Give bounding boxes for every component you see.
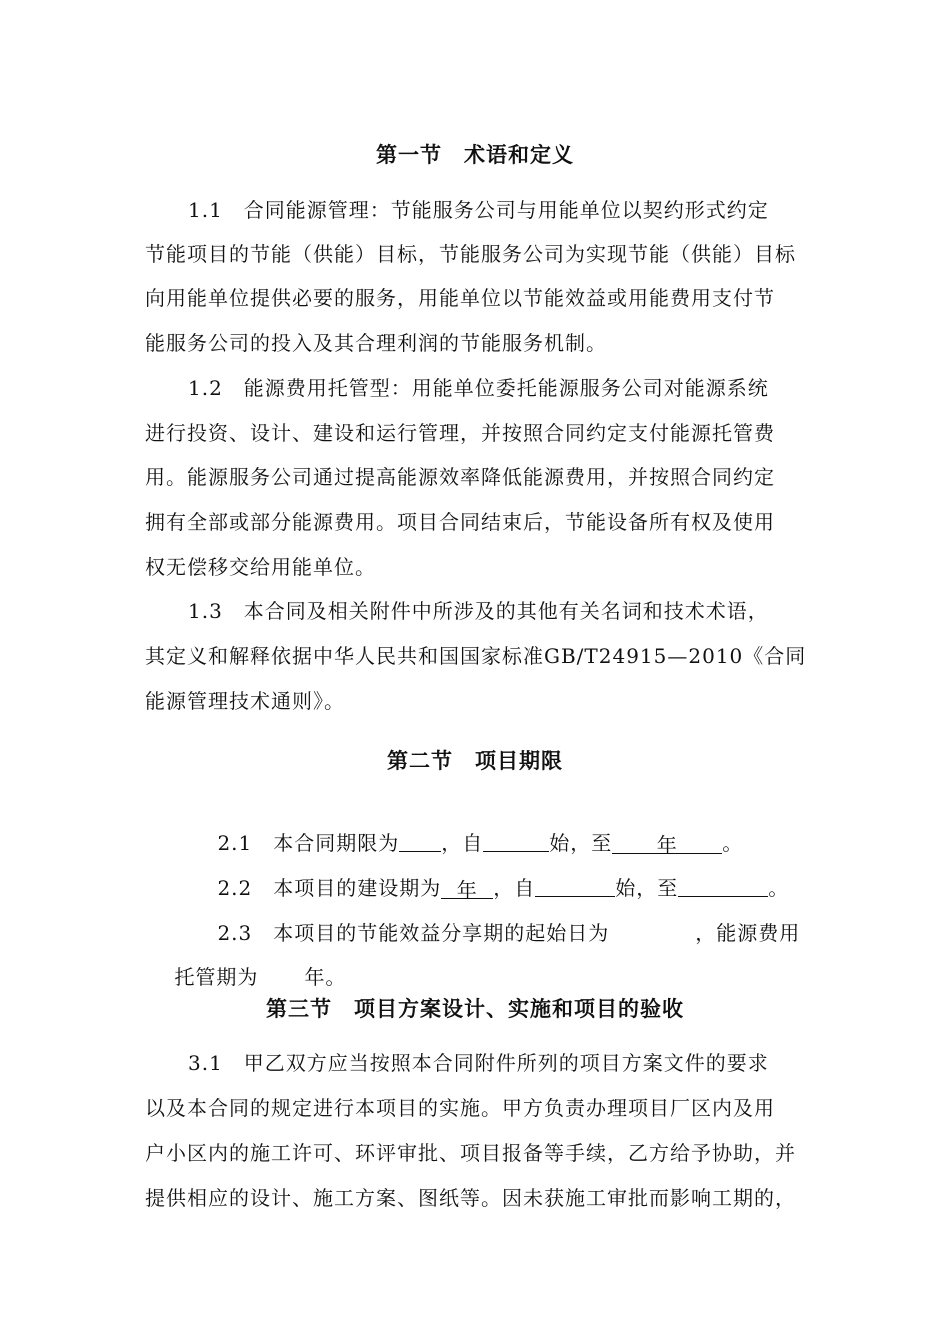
section-1-title: 第一节 术语和定义 <box>376 142 574 167</box>
section-1-2-line-3: 用。能源服务公司通过提高能源效率降低能源费用，并按照合同约定 <box>145 465 775 489</box>
section-1-2-line-2: 进行投资、设计、建设和运行管理，并按照合同约定支付能源托管费 <box>145 421 775 445</box>
section-3-1-line-1: 3.1 甲乙双方应当按照本合同附件所列的项目方案文件的要求 <box>188 1051 769 1075</box>
section-3-title: 第三节 项目方案设计、实施和项目的验收 <box>266 996 684 1021</box>
section-1-3-line-1: 1.3 本合同及相关附件中所涉及的其他有关名词和技术术语， <box>188 599 769 623</box>
section-1-3-line-2: 其定义和解释依据中华人民共和国国家标准GB/T24915—2010《合同 <box>145 644 807 668</box>
section-3-1-line-4: 提供相应的设计、施工方案、图纸等。因未获施工审批而影响工期的， <box>145 1186 796 1210</box>
period: 。 <box>722 831 744 855</box>
energy-fee-label: ，能源费用 <box>695 921 801 945</box>
to-label: 始，至 <box>615 876 679 900</box>
section-1-1-line-1: 1.1 合同能源管理：节能服务公司与用能单位以契约形式约定 <box>188 198 769 222</box>
section-3-1-line-3: 户小区内的施工许可、环评审批、项目报备等手续，乙方给予协助，并 <box>145 1141 796 1165</box>
section-2-title: 第二节 项目期限 <box>387 748 563 773</box>
year-unit: 年 <box>456 878 478 902</box>
period: 。 <box>768 876 790 900</box>
year-unit: 年。 <box>304 965 347 989</box>
section-1-2-line-1: 1.2 能源费用托管型：用能单位委托能源服务公司对能源系统 <box>188 376 769 400</box>
from-label: ，自 <box>493 876 536 900</box>
trust-period-label: 托管期为 <box>174 965 259 989</box>
section-1-3-line-3: 能源管理技术通则》。 <box>145 689 345 713</box>
year-unit: 年 <box>656 833 678 857</box>
section-1-2-line-5: 权无偿移交给用能单位。 <box>145 555 376 579</box>
to-label: 始，至 <box>549 831 613 855</box>
contract-term-label: 2.1 本合同期限为 <box>217 831 400 855</box>
section-1-1-line-2: 节能项目的节能（供能）目标，节能服务公司为实现节能（供能）目标 <box>145 242 796 266</box>
construction-period-label: 2.2 本项目的建设期为 <box>217 876 442 900</box>
section-3-1-line-2: 以及本合同的规定进行本项目的实施。甲方负责办理项目厂区内及用 <box>145 1096 775 1120</box>
section-1-1-line-4: 能服务公司的投入及其合理利润的节能服务机制。 <box>145 331 607 355</box>
from-label: ，自 <box>441 831 484 855</box>
sharing-start-label: 2.3 本项目的节能效益分享期的起始日为 <box>217 921 610 945</box>
section-1-1-line-3: 向用能单位提供必要的服务，用能单位以节能效益或用能费用支付节 <box>145 286 775 310</box>
section-1-2-line-4: 拥有全部或部分能源费用。项目合同结束后，节能设备所有权及使用 <box>145 510 775 534</box>
